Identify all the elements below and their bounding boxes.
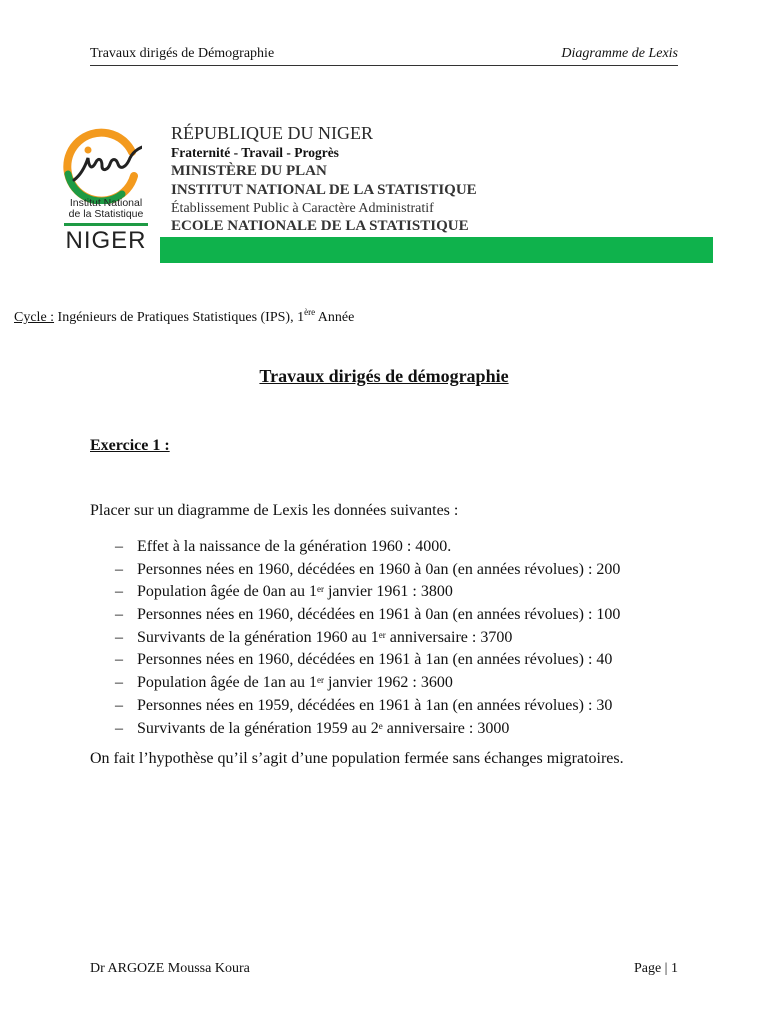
institut-name: INSTITUT NATIONAL DE LA STATISTIQUE (171, 182, 477, 198)
logo-green-bar (64, 223, 148, 226)
list-dash: – (115, 628, 123, 646)
list-item-text-after: janvier 1962 : 3600 (323, 674, 453, 692)
list-dash: – (115, 606, 123, 624)
header-divider (90, 65, 678, 66)
list-item-sup: e (378, 720, 383, 731)
list-item (115, 672, 620, 695)
list-dash: – (115, 560, 123, 578)
list-item-text: Personnes nées en 1959, décédées en 1961 à 1an (en années révolues) : 30 (137, 696, 613, 714)
list-item-text: Survivants de la génération 1960 au 1 (137, 628, 379, 646)
list-item-text: Personnes nées en 1960, décédées en 1961 à 1an (en années révolues) : 40 (137, 651, 613, 669)
republique-heading: RÉPUBLIQUE DU NIGER (171, 123, 373, 143)
list-item-text: Survivants de la génération 1959 au 2 (137, 719, 379, 737)
institution-block (171, 122, 477, 236)
list-item (115, 536, 620, 559)
list-item-text: Personnes nées en 1960, décédées en 1960 à 0an (en années révolues) : 200 (137, 560, 621, 578)
cycle-suffix: Année (315, 310, 355, 325)
list-dash: – (115, 719, 123, 737)
list-item (115, 581, 620, 604)
list-item-text-after: anniversaire : 3000 (382, 719, 510, 737)
list-item-sup: er (316, 584, 324, 595)
footer-page-number: Page | 1 (633, 961, 678, 976)
list-item-text-after: anniversaire : 3700 (385, 628, 513, 646)
data-list (115, 536, 620, 740)
cycle-sup: ère (304, 307, 316, 317)
ministere: MINISTÈRE DU PLAN (171, 163, 327, 179)
ecole-name: ECOLE NATIONALE DE LA STATISTIQUE (171, 218, 469, 234)
list-item (115, 649, 620, 672)
footer-author: Dr ARGOZE Moussa Koura (90, 961, 250, 976)
list-item (115, 695, 620, 718)
green-band (160, 237, 713, 263)
exercise-title: Exercice 1 : (90, 437, 170, 454)
logo-line-1: Institut National (69, 197, 143, 209)
ins-logo (54, 120, 158, 260)
list-dash: – (115, 583, 123, 601)
cycle-text: Ingénieurs de Pratiques Statistiques (IPS), 1 (54, 310, 305, 325)
cycle-line (14, 307, 355, 326)
running-header-title: Travaux dirigés de Démographie (90, 46, 275, 61)
document-title: Travaux dirigés de démographie (259, 366, 509, 386)
list-item (115, 604, 620, 627)
list-item (115, 718, 620, 741)
list-dash: – (115, 651, 123, 669)
list-item (115, 627, 620, 650)
list-item-text-after: janvier 1961 : 3800 (323, 583, 453, 601)
list-item-text: Personnes nées en 1960, décédées en 1961 à 0an (en années révolues) : 100 (137, 606, 621, 624)
running-header-subject: Diagramme de Lexis (561, 46, 678, 61)
list-item-sup: er (378, 629, 386, 640)
hypothesis-text: On fait l’hypothèse qu’il s’agit d’une population fermée sans échanges migratoires. (90, 750, 624, 767)
list-item-text: Population âgée de 1an au 1 (137, 674, 317, 692)
logo-line-2: de la Statistique (68, 208, 144, 220)
exercise-intro: Placer sur un diagramme de Lexis les données suivantes : (90, 502, 459, 519)
etablissement: Établissement Public à Caractère Administratif (171, 201, 434, 216)
list-item-text: Effet à la naissance de la génération 1960 : 4000. (137, 538, 452, 555)
devise: Fraternité - Travail - Progrès (171, 145, 339, 160)
list-item-text: Population âgée de 0an au 1 (137, 583, 317, 601)
logo-country: NIGER (65, 227, 147, 254)
list-dash: – (115, 696, 123, 714)
logo-text (54, 198, 158, 220)
list-item (115, 559, 620, 582)
ins-logo-icon (62, 124, 142, 204)
list-dash: – (115, 538, 123, 555)
list-dash: – (115, 674, 123, 692)
cycle-label: Cycle : (14, 310, 55, 325)
list-item-sup: er (316, 675, 324, 686)
